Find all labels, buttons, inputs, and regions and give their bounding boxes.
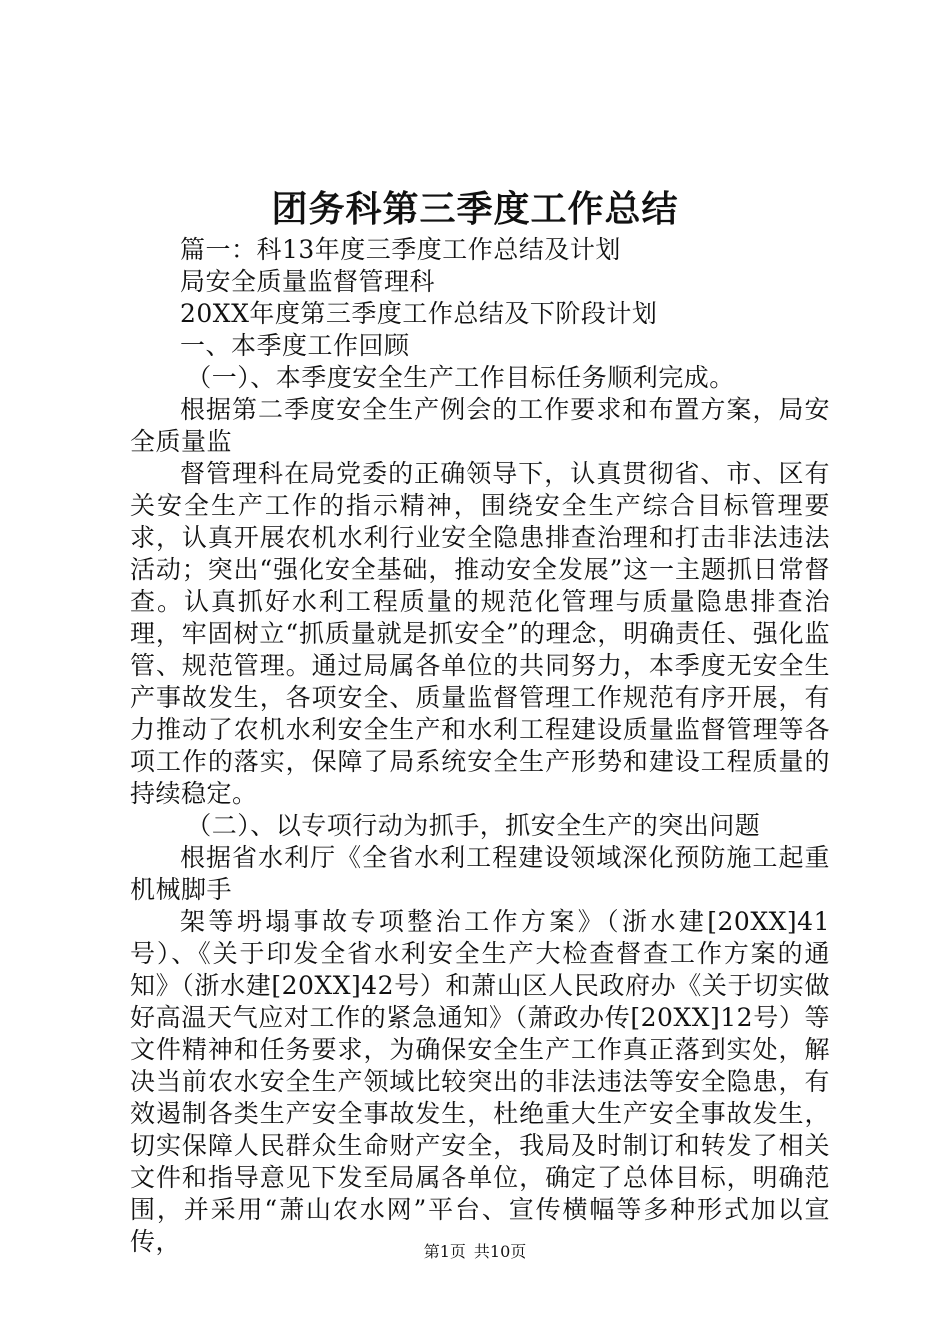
paragraph: （一）、本季度安全生产工作目标任务顺利完成。 [186,363,735,392]
paragraph: 篇一：科13年度三季度工作总结及计划 [180,235,621,264]
paragraph: 督管理科在局党委的正确领导下，认真贯彻省、市、区有关安全生产工作的指示精神，围绕安全生产综合目标管理要求，认真开展农机水利行业安全隐患排查治理和打击非法违法活动；突出“强化安全基础，推动安全发展”这一主题抓日常督查。认真抓好水利工程质量的规范化管理与质量隐患排查治理，牢固树立“抓质量就是抓安全”的理念，明确责任、强化监管、规范管理。通过局属各单位的共同努力，本季度无安全生产事故发生，各项安全、质量监督管理工作规范有序开展，有力推动了农机水利安全生产和水利工程建设质量监督管理等各项工作的落实，保障了局系统安全生产形势和建设工程质量的持续稳定。 [130,459,830,808]
document-title: 团务科第三季度工作总结 [271,188,679,230]
paragraph: 根据省水利厅《全省水利工程建设领域深化预防施工起重机械脚手 [130,843,830,904]
document-body [130,234,830,1258]
page-total: 共10页 [473,1242,527,1261]
paragraph: 根据第二季度安全生产例会的工作要求和布置方案，局安全质量监 [130,395,830,456]
page-number: 第1页 [423,1242,466,1261]
page-footer [0,1242,950,1262]
paragraph: （二）、以专项行动为抓手，抓安全生产的突出问题 [186,811,761,840]
paragraph: 一、本季度工作回顾 [180,331,410,360]
paragraph: 局安全质量监督管理科 [180,267,436,296]
paragraph: 20XX年度第三季度工作总结及下阶段计划 [180,299,658,328]
paragraph: 架等坍塌事故专项整治工作方案》（浙水建[20XX]41号）、《关于印发全省水利安全生产大检查督查工作方案的通知》（浙水建[20XX]42号）和萧山区人民政府办《关于切实做好高温天气应对工作的紧急通知》（萧政办传[20XX]12号）等文件精神和任务要求，为确保安全生产工作真正落到实处，解决当前农水安全生产领域比较突出的非法违法等安全隐患，有效遏制各类生产安全事故发生，杜绝重大生产安全事故发生，切实保障人民群众生命财产安全，我局及时制订和转发了相关文件和指导意见下发至局属各单位，确定了总体目标，明确范围，并采用“萧山农水网”平台、宣传横幅等多种形式加以宣传， [130,907,830,1256]
